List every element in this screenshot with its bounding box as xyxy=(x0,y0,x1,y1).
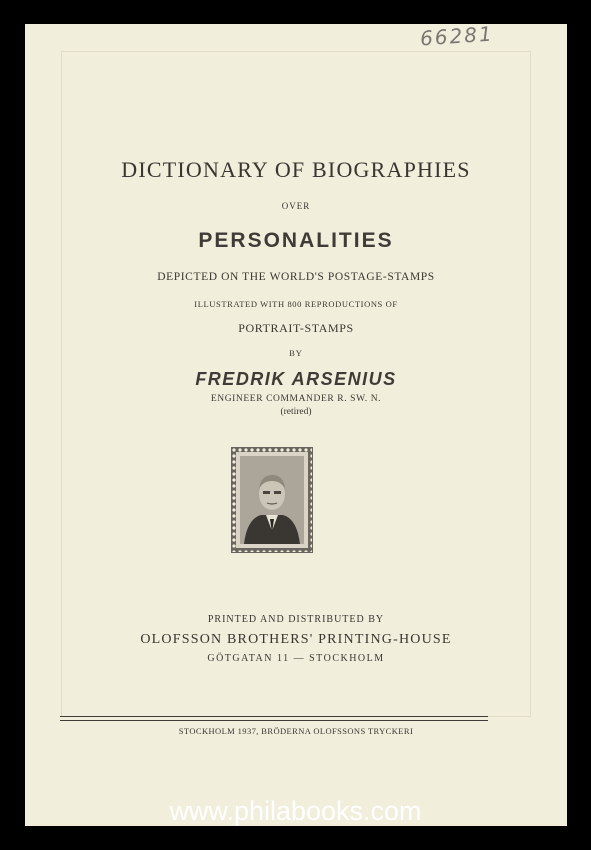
printed-by-label: PRINTED AND DISTRIBUTED BY xyxy=(207,614,385,625)
printer-name: OLOFSSON BROTHERS' PRINTING-HOUSE xyxy=(140,632,452,647)
book-subject: PERSONALITIES xyxy=(198,229,394,252)
author-name: FREDRIK ARSENIUS xyxy=(195,369,397,389)
subtitle-line-1: DEPICTED ON THE WORLD'S POSTAGE-STAMPS xyxy=(157,271,435,283)
imprint-line: STOCKHOLM 1937, BRÖDERNA OLOFSSONS TRYCKERI xyxy=(178,726,414,736)
divider-rule xyxy=(60,716,488,717)
subtitle-line-2: ILLUSTRATED WITH 800 REPRODUCTIONS OF xyxy=(194,299,398,309)
book-title: DICTIONARY OF BIOGRAPHIES xyxy=(121,157,471,182)
title-connector: OVER xyxy=(281,201,311,211)
handwritten-number: 66281 xyxy=(419,21,495,51)
printer-address: GÖTGATAN 11 — STOCKHOLM xyxy=(207,653,385,664)
by-line: BY xyxy=(289,348,303,358)
watermark-url: www.philabooks.com xyxy=(169,796,422,826)
subtitle-line-3: PORTRAIT-STAMPS xyxy=(238,321,354,335)
author-status: (retired) xyxy=(280,407,312,417)
author-rank: ENGINEER COMMANDER R. SW. N. xyxy=(210,394,382,404)
title-page xyxy=(25,21,567,826)
portrait-stamp-image xyxy=(231,447,313,553)
divider-rule-lower xyxy=(60,720,488,721)
